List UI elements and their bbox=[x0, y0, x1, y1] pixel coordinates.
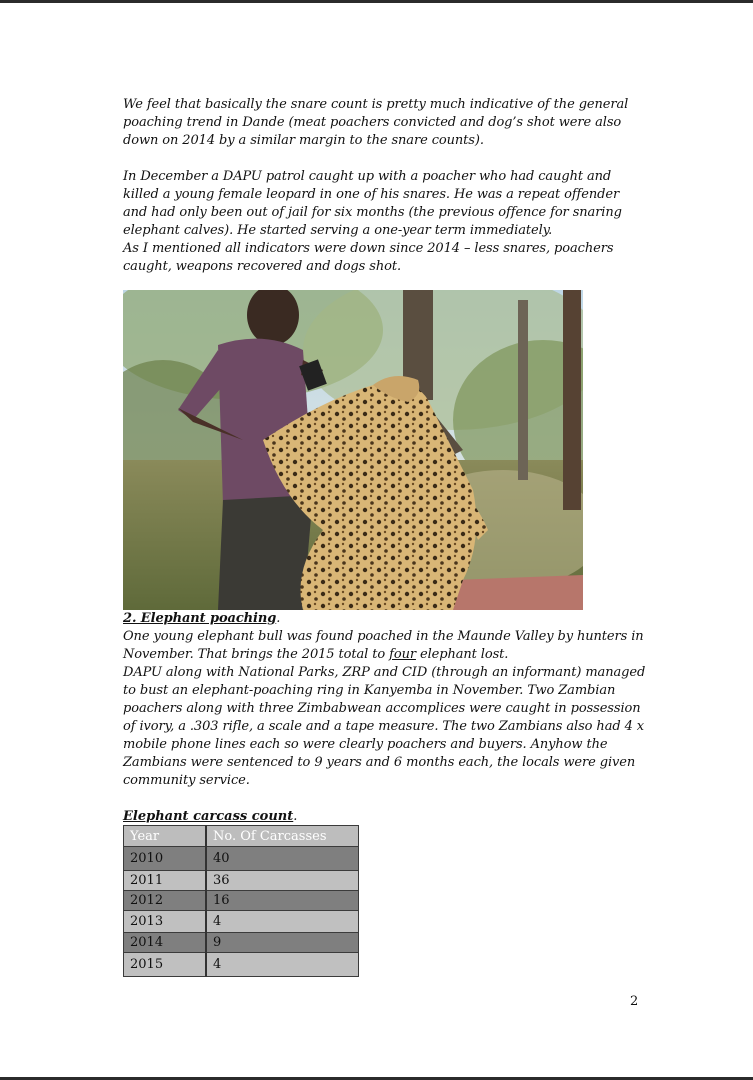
paragraph-maunde-bull bbox=[123, 628, 648, 664]
table-header-row bbox=[124, 826, 359, 847]
p1-after: elephant lost. bbox=[415, 647, 509, 662]
heading-suffix: . bbox=[276, 611, 281, 626]
cell-year: 2015 bbox=[124, 953, 207, 977]
column-header-year: Year bbox=[124, 826, 207, 847]
table-title-row bbox=[123, 809, 297, 825]
table-row bbox=[124, 891, 359, 911]
cell-year: 2011 bbox=[124, 871, 207, 891]
p1-before: One young elephant bull was found poached in the Maunde Valley by hunters in November. That brings the 2015 total to bbox=[123, 629, 644, 662]
section-elephant-poaching bbox=[123, 610, 648, 790]
paragraph-kanyemba-ring: DAPU along with National Parks, ZRP and CID (through an informant) managed to bust an elephant-poaching ring in Kanyemba in November. Two Zambian poachers along with three Zimbabwean accomplices were caught in possession of ivory, a .303 rifle, a scale and a tape measure. The two Zambians also had 4 x mobile phone lines each so were clearly poachers and buyers. Anyhow the Zambians were sentenced to 9 years and 6 months each, the locals were given community service. bbox=[123, 665, 646, 788]
cell-count: 16 bbox=[206, 891, 359, 911]
table-row bbox=[124, 933, 359, 953]
cell-count: 4 bbox=[206, 953, 359, 977]
cell-year: 2012 bbox=[124, 891, 207, 911]
cell-count: 36 bbox=[206, 871, 359, 891]
cell-count: 4 bbox=[206, 911, 359, 933]
paragraph-leopard-poacher: In December a DAPU patrol caught up with a poacher who had caught and killed a young female leopard in one of his snares. He was a repeat offender and had only been out of jail for six months (the previous offence for snaring elephant calves). He started serving a one-year term immediately. bbox=[123, 169, 622, 238]
table-row bbox=[124, 953, 359, 977]
section-heading: 2. Elephant poaching bbox=[123, 611, 277, 626]
table-row bbox=[124, 847, 359, 871]
paragraph-indicators: As I mentioned all indicators were down since 2014 – less snares, poachers caught, weapons recovered and dogs shot. bbox=[123, 241, 614, 274]
table-row bbox=[124, 871, 359, 891]
cell-year: 2014 bbox=[124, 933, 207, 953]
leopard-photo bbox=[123, 290, 583, 610]
cell-year: 2013 bbox=[124, 911, 207, 933]
cell-count: 9 bbox=[206, 933, 359, 953]
column-header-carcasses: No. Of Carcasses bbox=[206, 826, 359, 847]
table-title: Elephant carcass count bbox=[123, 809, 294, 824]
section-heading-row bbox=[123, 610, 648, 628]
cell-count: 40 bbox=[206, 847, 359, 871]
table-title-suffix: . bbox=[293, 809, 298, 824]
page-number: 2 bbox=[630, 994, 639, 1009]
intro-text bbox=[123, 96, 643, 276]
carcass-count-table bbox=[123, 825, 359, 977]
table-row bbox=[124, 911, 359, 933]
cell-year: 2010 bbox=[124, 847, 207, 871]
page-top-border bbox=[0, 0, 753, 3]
p1-emphasis: four bbox=[389, 647, 416, 662]
paragraph-snare-trend: We feel that basically the snare count is pretty much indicative of the general poaching trend in Dande (meat poachers convicted and dog’s shot were also down on 2014 by a similar margin to the snare counts). bbox=[123, 97, 629, 148]
